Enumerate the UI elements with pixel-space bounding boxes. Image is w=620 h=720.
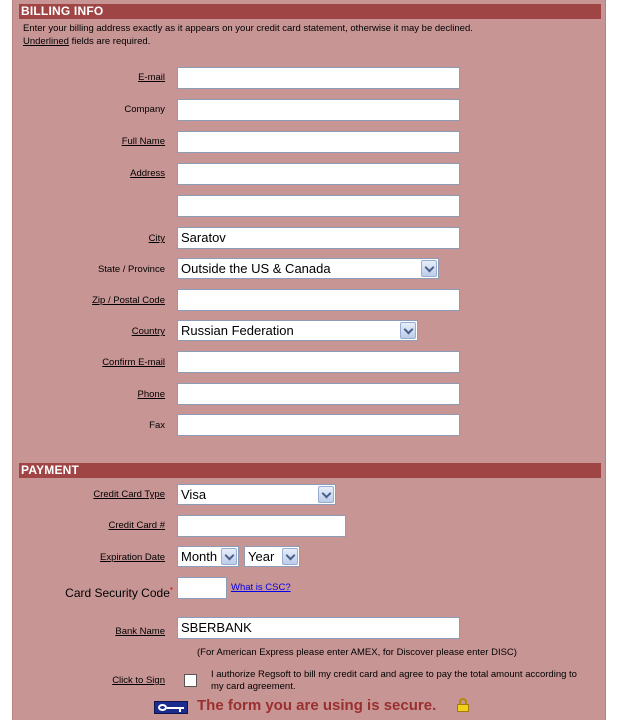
country-label: Country: [131, 326, 165, 337]
lock-icon: [457, 698, 469, 712]
chevron-down-icon: [221, 548, 237, 565]
authorization-text: I authorize Regsoft to bill my credit card and agree to pay the total amount according to my card agreement.: [211, 669, 577, 692]
city-label: City: [148, 233, 165, 244]
authorize-checkbox[interactable]: [184, 674, 197, 687]
confirm-email-input[interactable]: [177, 351, 460, 373]
csc-input[interactable]: [177, 577, 227, 599]
full-name-label: Full Name: [121, 136, 165, 147]
country-select[interactable]: [177, 320, 418, 341]
csc-label: [65, 586, 173, 600]
address-line2-input[interactable]: [177, 195, 460, 217]
billing-intro-line1: Enter your billing address exactly as it appears on your credit card statement, otherwise it may be declined.: [23, 23, 473, 34]
state-label: State / Province: [97, 264, 165, 275]
chevron-down-icon: [400, 322, 416, 339]
expiration-year-select[interactable]: [244, 546, 300, 567]
expiration-label: Expiration Date: [100, 552, 165, 563]
zip-label: Zip / Postal Code: [92, 295, 165, 306]
click-to-sign-label: Click to Sign: [112, 675, 165, 686]
company-label: Company: [124, 104, 165, 115]
company-input[interactable]: [177, 99, 460, 121]
city-input[interactable]: Saratov: [177, 227, 460, 249]
billing-info-header: BILLING INFO: [19, 4, 601, 19]
card-number-input[interactable]: [177, 515, 346, 537]
key-bow: [158, 704, 167, 711]
billing-intro-text: [23, 22, 473, 48]
address-input[interactable]: [177, 163, 460, 185]
bank-name-input[interactable]: SBERBANK: [177, 617, 460, 639]
country-select-value: Russian Federation: [181, 323, 294, 338]
card-number-label: Credit Card #: [108, 520, 165, 531]
required-legend-text: fields are required.: [68, 36, 151, 47]
state-select[interactable]: [177, 258, 439, 279]
state-select-value: Outside the US & Canada: [181, 261, 331, 276]
confirm-email-label: Confirm E-mail: [102, 357, 165, 368]
key-tooth: [179, 707, 181, 712]
card-type-select[interactable]: [177, 484, 336, 505]
csc-label-text: Card Security Code: [65, 586, 170, 600]
key-icon: [154, 701, 188, 714]
card-type-label: Credit Card Type: [93, 489, 165, 500]
payment-header: PAYMENT: [19, 463, 601, 478]
zip-input[interactable]: [177, 289, 460, 311]
underlined-legend: Underlined: [23, 36, 69, 47]
bank-name-label: Bank Name: [115, 626, 165, 637]
email-input[interactable]: [177, 67, 460, 89]
address-label: Address: [130, 168, 165, 179]
chevron-down-icon: [421, 260, 437, 277]
fax-label: Fax: [149, 420, 165, 431]
email-label: E-mail: [138, 72, 165, 83]
full-name-input[interactable]: [177, 131, 460, 153]
expiration-month-select[interactable]: [177, 546, 239, 567]
key-shaft: [167, 707, 184, 709]
billing-intro-line2: [23, 35, 473, 48]
card-type-select-value: Visa: [181, 487, 207, 502]
expiration-year-value: Year: [248, 549, 275, 564]
what-is-csc-link[interactable]: What is CSC?: [231, 582, 291, 593]
secure-form-text: The form you are using is secure.: [197, 697, 437, 714]
fax-input[interactable]: [177, 414, 460, 436]
lock-body: [457, 704, 469, 712]
chevron-down-icon: [318, 486, 334, 503]
required-asterisk: *: [169, 586, 173, 595]
bank-name-note: (For American Express please enter AMEX, for Discover please enter DISC): [197, 647, 517, 658]
phone-input[interactable]: [177, 383, 460, 405]
billing-form-panel: [12, 0, 606, 720]
phone-label: Phone: [137, 389, 165, 400]
expiration-month-value: Month: [181, 549, 218, 564]
chevron-down-icon: [282, 548, 298, 565]
